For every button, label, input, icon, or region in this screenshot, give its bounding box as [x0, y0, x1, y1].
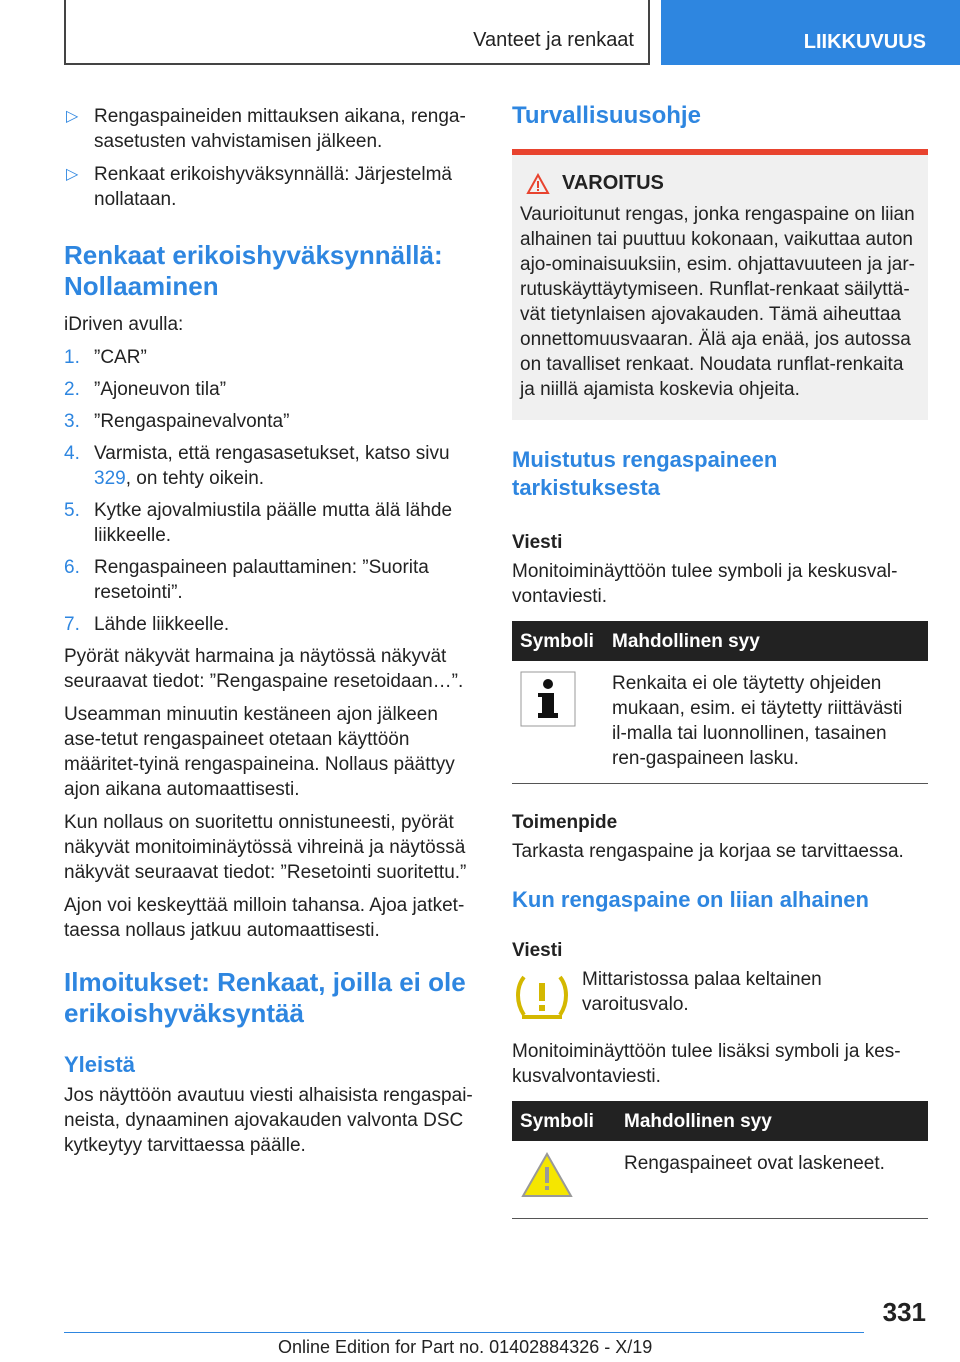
section-heading: Ilmoitukset: Renkaat, joilla ei ole erikoishyväksyntää [64, 967, 466, 1028]
paragraph: Monitoiminäyttöön tulee lisäksi symboli ja kes-kusvalvontaviesti. [512, 1041, 901, 1087]
footer-divider [64, 1332, 864, 1333]
step-item: 2. ”Ajoneuvon tila” [64, 379, 227, 400]
subheading: Toimenpide [512, 812, 618, 833]
triangle-bullet-icon: ▷ [66, 108, 79, 125]
warning-box [512, 149, 928, 420]
symbol-table [512, 1101, 928, 1219]
paragraph: Useamman minuutin kestäneen ajon jälkeen ase-tetut rengaspaineet otetaan käyttöön määritet-tyinä rengaspaineina. Nollaus päättyy ajon aikana automaattisesti. [64, 704, 455, 800]
right-column [512, 100, 928, 1219]
paragraph: Pyörät näkyvät harmaina ja näytössä näkyvät seuraavat tiedot: ”Rengaspaine resetoidaan…”. [64, 646, 464, 692]
chapter-tab[interactable]: LIIKKUVUUS [661, 0, 960, 65]
warning-triangle-icon [526, 173, 550, 195]
warning-light-row: Mittaristossa palaa keltainen varoitusvalo. [512, 967, 928, 1021]
tire-pressure-warning-icon [514, 973, 570, 1021]
left-column [64, 104, 480, 1166]
paragraph: Kun nollaus on suoritettu onnistuneesti, pyörät näkyvät monitoiminäytössä vihreinä ja näytössä näkyvät seuraavat tiedot: ”Resetointi suoritettu.” [64, 812, 467, 883]
header-box [64, 0, 650, 65]
list-item: ▷ Rengaspaineiden mittauksen aikana, renga-sasetusten vahvistamisen jälkeen. [66, 106, 466, 152]
page-number: 331 [882, 1297, 926, 1327]
step-item: 1. ”CAR” [64, 347, 147, 368]
table-header: Symboli [512, 621, 604, 661]
section-heading: Muistutus rengaspaineen tarkistuksesta [512, 447, 778, 500]
step-item: 3. ”Rengaspainevalvonta” [64, 411, 290, 432]
warning-text: Vaurioitunut rengas, jonka rengaspaine on liian alhainen tai puuttuu kokonaan, vaikuttaa auton ajo-ominaisuuksiin, esim. ohjattavuuteen ja jar-rutuskäyttäytymiseen. Runflat-renkaat säilyttä-vät tietynlaisen ajovakauden. Tämä aiheuttaa onnettomuusvaaran. Älä aja enää, jos autossa on tavalliset renkaat. Noudata runflat-renkaita ja niillä ajamista koskevia ohjeita. [520, 204, 915, 400]
table-row [512, 661, 928, 784]
triangle-bullet-icon: ▷ [66, 166, 79, 183]
section-heading: Kun rengaspaine on liian alhainen [512, 887, 869, 912]
paragraph: Ajon voi keskeyttää milloin tahansa. Ajoa jatket-taessa nollaus jatkuu automaattisesti. [64, 895, 465, 941]
info-icon [520, 671, 576, 727]
symbol-table [512, 621, 928, 784]
table-header: Mahdollinen syy [616, 1101, 928, 1141]
page-link[interactable]: 329 [94, 468, 126, 489]
step-item: 6. Rengaspaineen palauttaminen: ”Suorita resetointi”. [64, 557, 429, 603]
section-title: Vanteet ja renkaat [473, 29, 634, 51]
step-item: 5. Kytke ajovalmiustila päälle mutta älä lähde liikkeelle. [64, 500, 453, 546]
section-heading: Renkaat erikoishyväksynnällä: Nollaaminen [64, 240, 443, 301]
footer-edition: Online Edition for Part no. 01402884326 - X/19 [278, 1337, 653, 1357]
subheading: Viesti [512, 532, 563, 553]
paragraph: Monitoiminäyttöön tulee symboli ja keskusval-vontaviesti. [512, 561, 898, 607]
list-item: ▷ Renkaat erikoishyväksynnällä: Järjestelmä nollataan. [66, 164, 452, 210]
table-header: Mahdollinen syy [604, 621, 928, 661]
paragraph: Tarkasta rengaspaine ja korjaa se tarvittaessa. [512, 841, 904, 862]
step-item: 4. Varmista, että rengasasetukset, katso sivu 329, on tehty oikein. [64, 443, 450, 489]
paragraph: Jos näyttöön avautuu viesti alhaisista rengaspai-neista, dynaaminen ajovakauden valvonta DSC kytkeytyy tarvittaessa päälle. [64, 1085, 473, 1156]
warning-triangle-icon [520, 1151, 574, 1199]
warning-head: VAROITUS [520, 171, 920, 196]
step-item: 7. Lähde liikkeelle. [64, 614, 230, 635]
table-cell: Renkaita ei ole täytetty ohjeiden mukaan, esim. ei täytetty riittävästi il-malla tai luonnollinen, tasainen ren-gaspaineen lasku. [604, 661, 928, 784]
table-row [512, 1141, 928, 1219]
subheading: Viesti [512, 940, 563, 961]
section-heading: Turvallisuusohje [512, 102, 701, 129]
intro-text: iDriven avulla: [64, 314, 184, 335]
table-header: Symboli [512, 1101, 616, 1141]
subsection-heading: Yleistä [64, 1052, 135, 1077]
table-cell: Rengaspaineet ovat laskeneet. [616, 1141, 928, 1219]
